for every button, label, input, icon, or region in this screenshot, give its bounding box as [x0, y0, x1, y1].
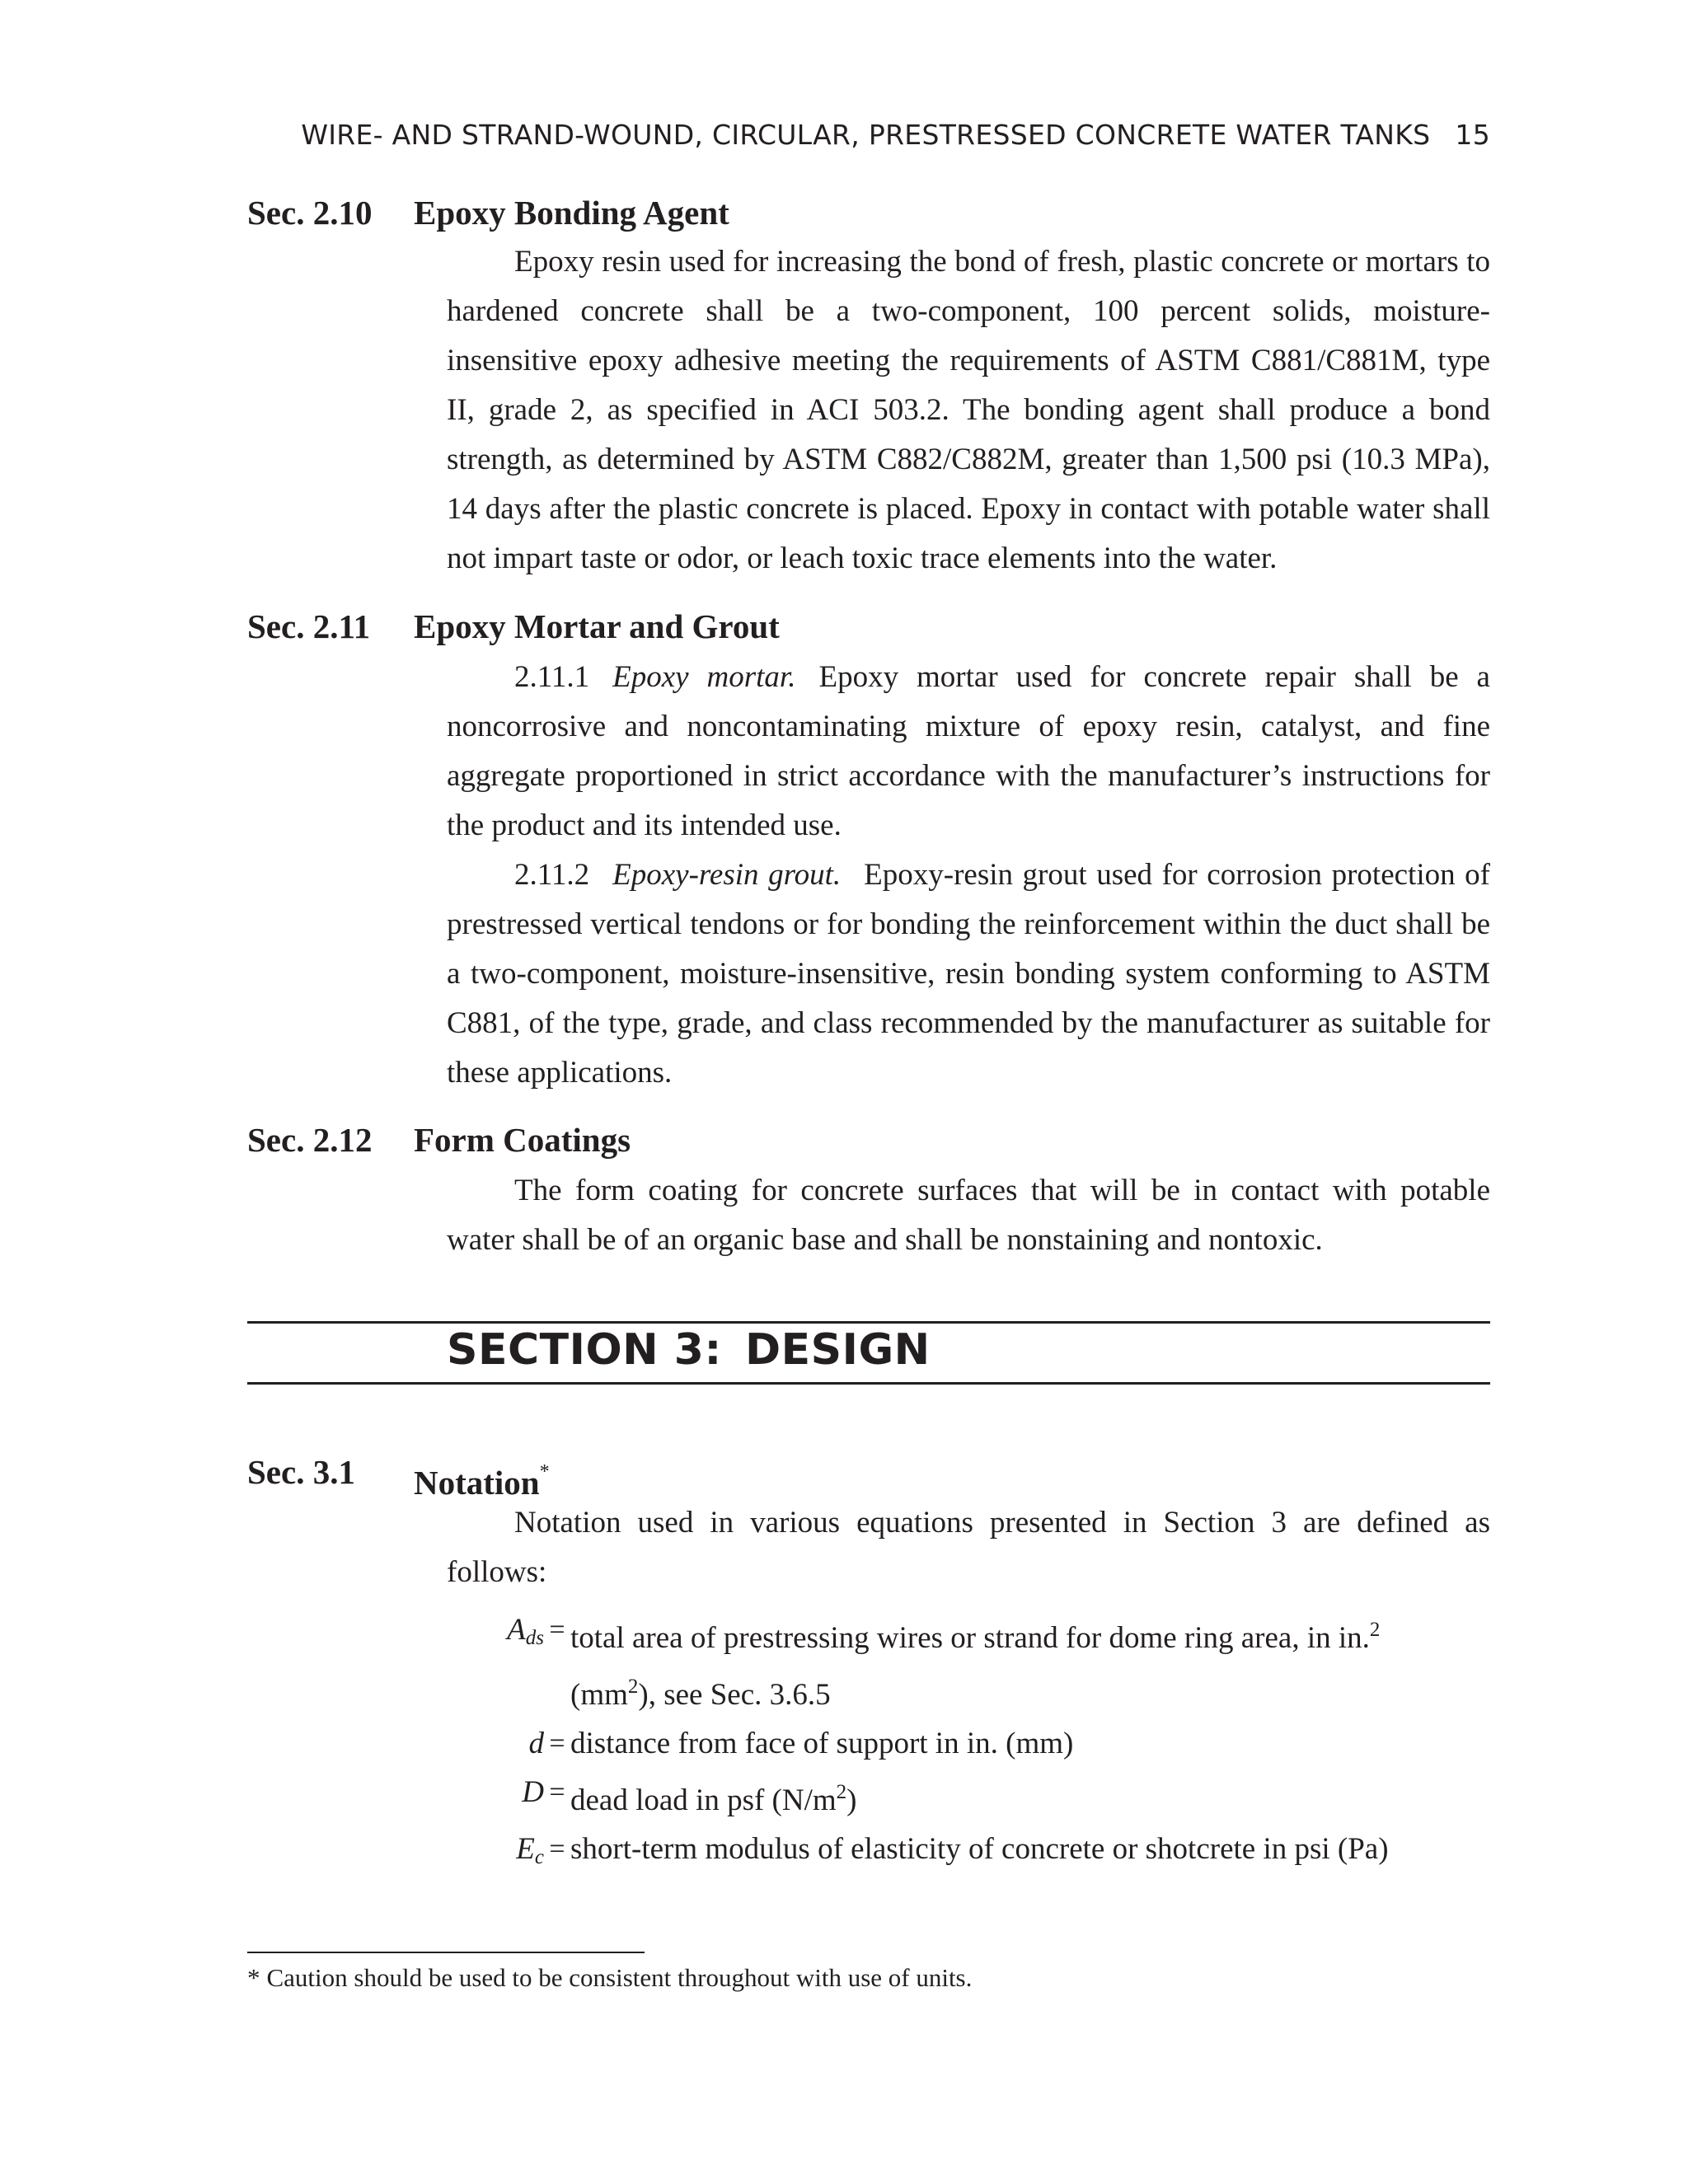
section-number: Sec. 2.10: [247, 194, 373, 232]
section-heading: [247, 190, 1490, 236]
section-2-10: [247, 190, 1490, 583]
section-body: [447, 237, 1490, 583]
section-title-text: Notation: [414, 1464, 540, 1502]
notation-definition: short-term modulus of elasticity of concrete or shotcrete in psi (Pa): [570, 1832, 1389, 1866]
notation-symbol: $E_c$: [516, 1832, 544, 1868]
notation-list: [462, 1605, 1490, 1882]
section-heading: [247, 1449, 1490, 1502]
footnote-mark: *: [247, 1963, 260, 1992]
paragraph-text: Epoxy-resin grout used for corrosion protection of prestressed vertical tendons or for bonding the reinforcement within the duct shall be a two-component, moisture-insensitive, resin bonding system conforming to ASTM C881, of the type, grade, and class recommended by the manufacturer as suitable for these applications.: [447, 858, 1490, 1090]
paragraph: The form coating for concrete surfaces that will be in contact with potable water shall be of an organic base and shall be nonstaining and nontoxic.: [447, 1174, 1490, 1257]
footnote-reference: *: [539, 1461, 550, 1483]
section-title: [414, 1449, 550, 1506]
major-section-title: DESIGN: [745, 1325, 931, 1375]
section-number: Sec. 3.1: [247, 1453, 355, 1491]
paragraph-title: Epoxy-resin grout.: [612, 858, 842, 892]
section-heading: [247, 603, 1490, 649]
notation-row: [462, 1768, 1490, 1825]
notation-row: [462, 1825, 1490, 1882]
section-number: Sec. 2.12: [247, 1121, 373, 1159]
running-header-title: WIRE- AND STRAND-WOUND, CIRCULAR, PRESTRESSED CONCRETE WATER TANKS: [301, 119, 1431, 151]
footnote-text: Caution should be used to be consistent throughout with use of units.: [266, 1963, 973, 1992]
notation-equals: =: [549, 1777, 565, 1807]
notation-symbol: D: [522, 1775, 544, 1809]
notation-definition: distance from face of support in in. (mm): [570, 1727, 1074, 1760]
paragraph-text: Epoxy mortar used for concrete repair shall be a noncorrosive and noncontaminating mixture of epoxy resin, catalyst, and fine aggregate proportioned in strict accordance with the manufacturer’s instructions for the product and its intended use.: [447, 660, 1490, 842]
major-section-label: SECTION 3:: [447, 1325, 722, 1375]
subparagraph-2-11-1: [447, 653, 1490, 851]
paragraph: Notation used in various equations presented in Section 3 are defined as follows:: [447, 1506, 1490, 1589]
notation-symbol: d: [528, 1727, 544, 1760]
notation-equals: =: [549, 1615, 565, 1645]
notation-definition: total area of prestressing wires or strand for dome ring area, in in.$^2$ $(mm^2)$, see Sec. 3.6.5: [570, 1619, 1381, 1712]
page-number: 15: [1455, 119, 1490, 151]
section-title: Form Coatings: [414, 1121, 631, 1159]
notation-symbol: $A_{ds}$: [507, 1613, 544, 1649]
paragraph-number: 2.11.1: [514, 660, 590, 694]
footnote-rule: [247, 1952, 645, 1953]
section-heading: [247, 1117, 1490, 1163]
section-title: Epoxy Bonding Agent: [414, 194, 729, 232]
footnote: [247, 1960, 972, 1996]
section-rule-bottom: [247, 1382, 1490, 1385]
major-section-heading: [447, 1325, 931, 1375]
section-3-1: [247, 1449, 1490, 1597]
section-2-11: [247, 603, 1490, 1098]
notation-definition: dead load in psf $(N/m^2)$: [570, 1781, 857, 1817]
paragraph: Epoxy resin used for increasing the bond of fresh, plastic concrete or mortars to hardened concrete shall be a two-component, 100 percent solids, moisture-insensitive epoxy adhesive meeting the requirements of ASTM C881/C881M, type II, grade 2, as specified in ACI 503.2. The bonding agent shall produce a bond strength, as determined by ASTM C882/C882M, greater than 1,500 psi (10.3 MPa), 14 days after the plastic concrete is placed. Epoxy in contact with potable water shall not impart taste or odor, or leach toxic trace elements into the water.: [447, 245, 1490, 575]
section-number: Sec. 2.11: [247, 607, 371, 645]
section-body: [447, 1498, 1490, 1597]
subparagraph-2-11-2: [447, 851, 1490, 1098]
notation-equals: =: [549, 1834, 565, 1864]
section-body: [447, 653, 1490, 1098]
section-body: [447, 1166, 1490, 1265]
paragraph-number: 2.11.2: [514, 858, 590, 892]
notation-equals: =: [549, 1728, 565, 1759]
paragraph-title: Epoxy mortar.: [612, 660, 796, 694]
section-rule-top: [247, 1321, 1490, 1324]
section-2-12: [247, 1117, 1490, 1265]
section-title: Epoxy Mortar and Grout: [414, 607, 780, 645]
running-header: [301, 119, 1490, 151]
notation-row: [462, 1605, 1490, 1719]
notation-row: [462, 1719, 1490, 1768]
